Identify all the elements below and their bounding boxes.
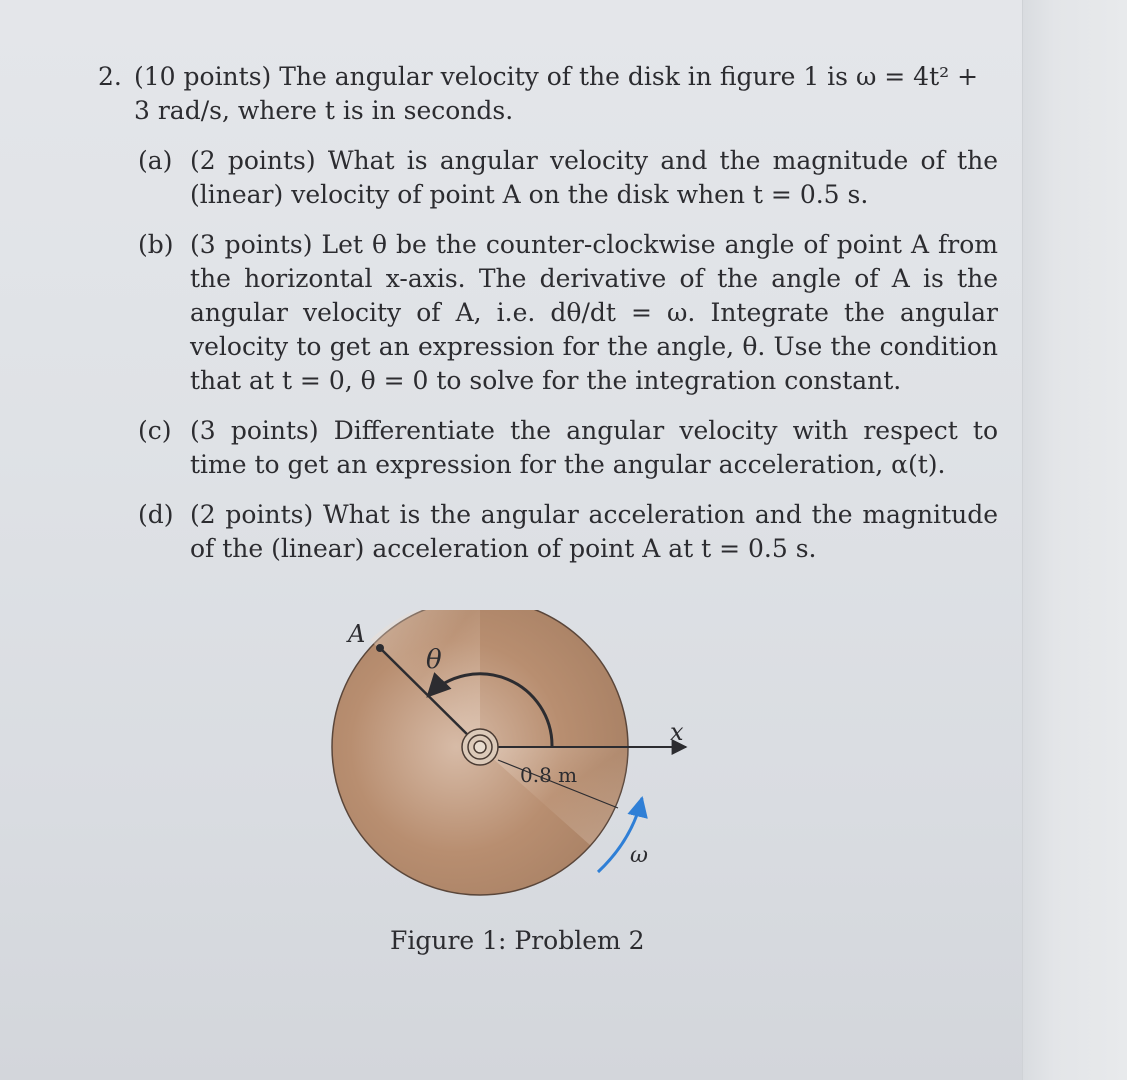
- radius-label: 0.8 m: [520, 763, 578, 787]
- part-c-text: (3 points) Differentiate the angular velocity with respect to time to get an expression for the angular acceleration, α(t).: [190, 416, 998, 479]
- part-d: [98, 498, 998, 566]
- figure-caption: Figure 1: Problem 2: [390, 926, 645, 955]
- problem-number: 2.: [98, 62, 122, 91]
- part-c: [98, 414, 998, 482]
- screen-right-edge: [1022, 0, 1127, 1080]
- part-a-label: (a): [138, 146, 173, 175]
- part-a: [98, 144, 998, 212]
- part-b: [98, 228, 998, 398]
- part-a-text: (2 points) What is angular velocity and the magnitude of the (linear) velocity of point A on the disk when t = 0.5 s.: [190, 146, 998, 209]
- disk-figure: [330, 610, 700, 900]
- part-c-label: (c): [138, 416, 172, 445]
- problem-intro: (10 points) The angular velocity of the disk in figure 1 is ω = 4t² + 3 rad/s, where t is in seconds.: [134, 62, 979, 125]
- part-b-text: (3 points) Let θ be the counter-clockwise angle of point A from the horizontal x-axis. The derivative of the angle of A is the angular velocity of A, i.e. dθ/dt = ω. Integrate the angular velocity to get an expression for the angle, θ. Use the condition that at t = 0, θ = 0 to solve for the integration constant.: [190, 230, 998, 395]
- problem-block: [98, 60, 998, 566]
- problem-header: [98, 60, 998, 128]
- part-d-text: (2 points) What is the angular acceleration and the magnitude of the (linear) acceleration of point A at t = 0.5 s.: [190, 500, 998, 563]
- x-axis-label: x: [670, 718, 684, 746]
- point-a-dot: [376, 644, 384, 652]
- part-d-label: (d): [138, 500, 174, 529]
- point-a-label: A: [348, 620, 366, 648]
- hub-inner: [474, 741, 486, 753]
- part-b-label: (b): [138, 230, 174, 259]
- theta-label: θ: [426, 645, 442, 675]
- omega-label: ω: [630, 843, 648, 868]
